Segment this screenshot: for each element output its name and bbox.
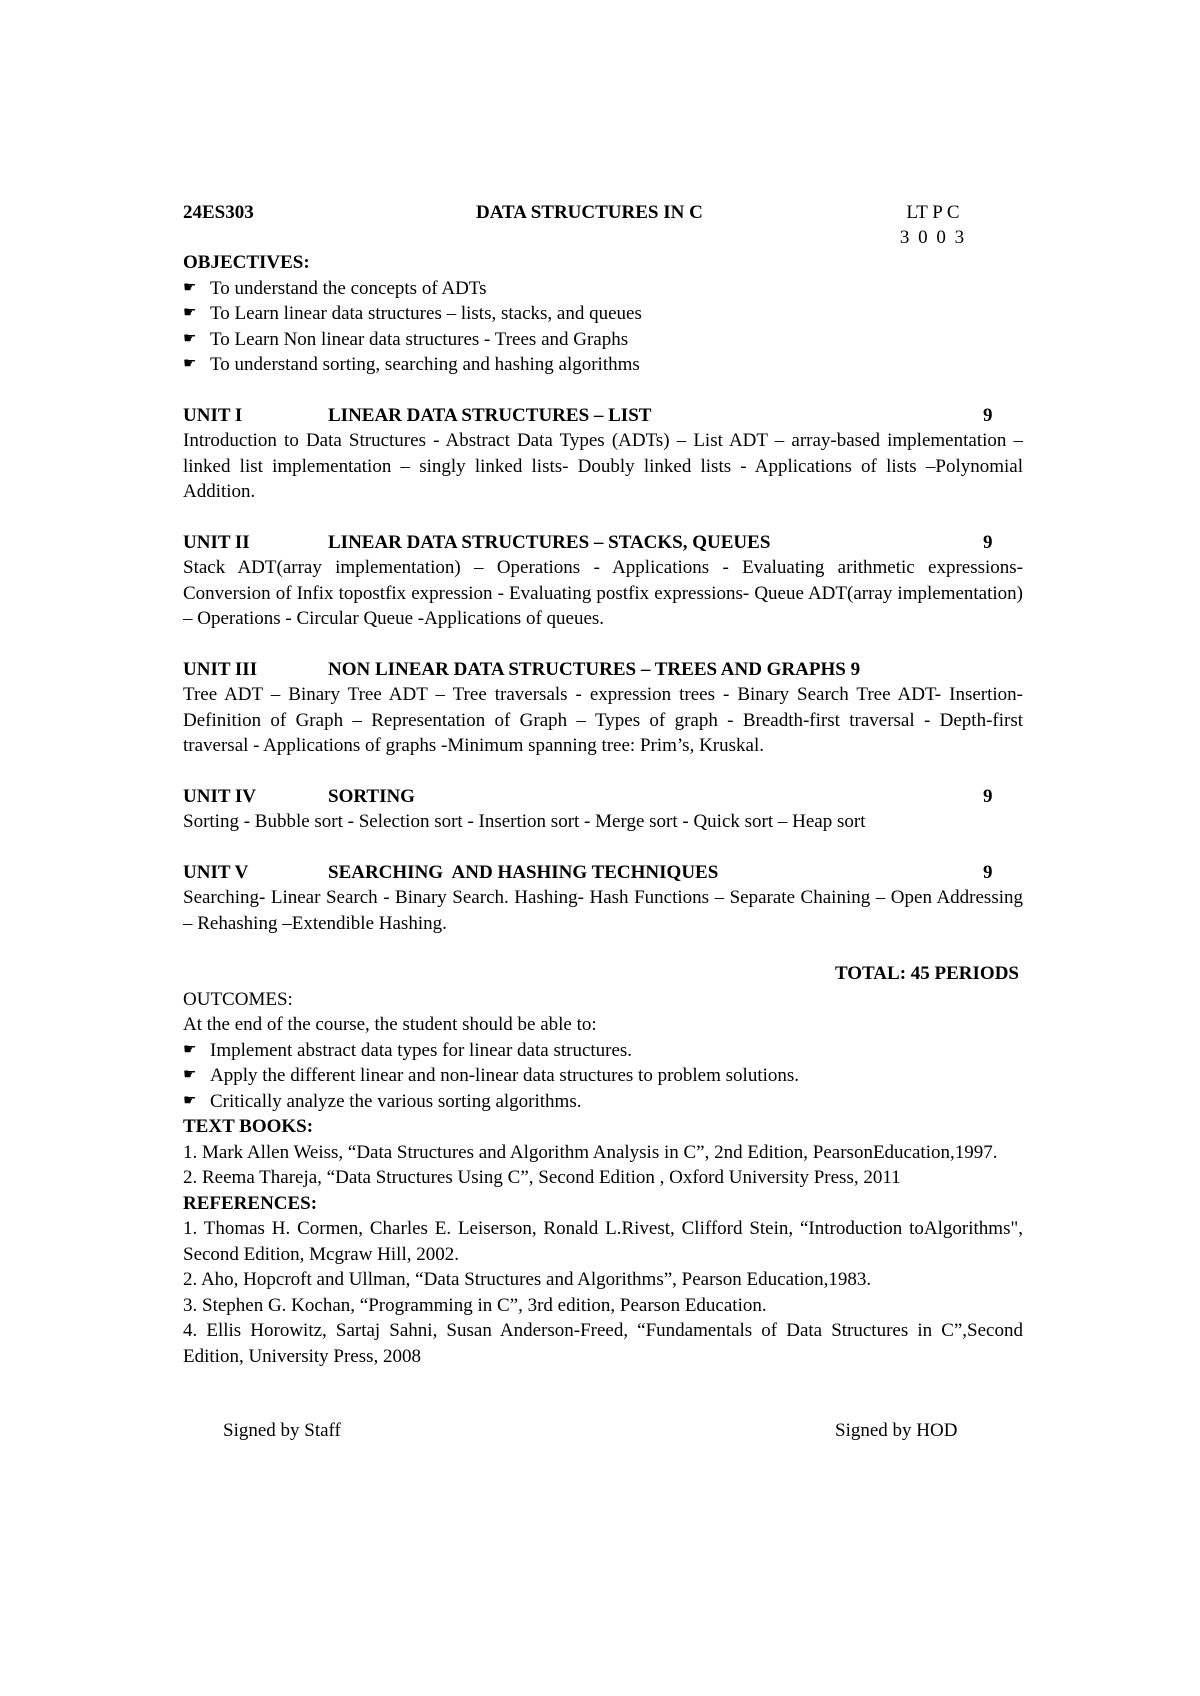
ltpc-values-row [183,225,1023,250]
unit-hours: 9 [983,785,993,807]
list-item: ☛ To Learn Non linear data structures - Trees and Graphs [183,327,1023,353]
unit-1-content: Introduction to Data Structures - Abstract Data Types (ADTs) – List ADT – array-based implementation – linked list implementation – singly linked lists- Doubly linked lists - Applications of lists –Polynomial Addition. [183,430,1023,502]
pointing-hand-icon: ☛ [183,1067,197,1083]
pointing-hand-icon: ☛ [183,1092,197,1109]
unit-title: SORTING [328,785,415,807]
reference-item: 3. Stephen G. Kochan, “Programming in C”, 3rd edition, Pearson Education. [183,1294,767,1316]
unit-number: UNIT I [183,404,243,426]
unit-4-heading [183,784,1023,810]
unit-2-heading [183,530,1023,556]
unit-5-heading [183,860,1023,886]
unit-title: LINEAR DATA STRUCTURES – LIST [328,404,652,426]
unit-3-heading [183,657,1023,683]
unit-title: SEARCHING AND HASHING TECHNIQUES [328,861,719,883]
references-heading: REFERENCES: [183,1192,318,1214]
pointing-hand-icon: ☛ [183,330,197,347]
unit-title: NON LINEAR DATA STRUCTURES – TREES AND GRAPHS 9 [328,658,861,680]
pointing-hand-icon: ☛ [183,279,197,296]
pointing-hand-icon: ☛ [183,356,197,372]
unit-3-content: Tree ADT – Binary Tree ADT – Tree traversals - expression trees - Binary Search Tree ADT- Insertion-Definition of Graph – Representation of Graph – Types of graph - Breadth-first traversal - Depth-first traversal - Applications of graphs -Minimum spanning tree: Prim’s, Kruskal. [183,684,1023,756]
text-books-heading: TEXT BOOKS: [183,1116,314,1137]
unit-4-content: Sorting - Bubble sort - Selection sort - Insertion sort - Merge sort - Quick sort – Heap sort [183,811,866,832]
unit-number: UNIT III [183,658,258,680]
text-book-item: 1. Mark Allen Weiss, “Data Structures and Algorithm Analysis in C”, 2nd Edition, PearsonEducation,1997. [183,1141,998,1163]
staff-signature: Signed by Staff [223,1420,341,1441]
list-item: ☛ Critically analyze the various sorting algorithms. [183,1089,1023,1115]
unit-1-heading [183,403,1023,429]
unit-number: UNIT IV [183,785,257,807]
course-code: 24ES303 [183,202,254,223]
objectives-heading: OBJECTIVES: [183,252,310,273]
reference-item: 4. Ellis Horowitz, Sartaj Sahni, Susan Anderson-Freed, “Fundamentals of Data Structures in C”,Second Edition, University Press, 2008 [183,1320,1023,1367]
document-page [183,200,1023,1444]
outcomes-heading: OUTCOMES: [183,988,293,1010]
course-header [183,200,1023,225]
hod-signature: Signed by HOD [835,1420,958,1441]
text-book-item: 2. Reema Thareja, “Data Structures Using C”, Second Edition , Oxford University Press, 2011 [183,1167,901,1188]
unit-hours: 9 [983,531,993,553]
outcomes-intro: At the end of the course, the student should be able to: [183,1014,597,1035]
unit-hours: 9 [983,404,993,426]
outcomes-list [183,1038,1023,1115]
list-item: ☛ To Learn linear data structures – lists, stacks, and queues [183,301,1023,327]
list-item: ☛ To understand sorting, searching and hashing algorithms [183,352,1023,378]
unit-5-content: Searching- Linear Search - Binary Search. Hashing- Hash Functions – Separate Chaining – Open Addressing – Rehashing –Extendible Hashing. [183,887,1023,934]
objectives-list [183,276,1023,378]
unit-number: UNIT II [183,531,250,553]
list-item: ☛ Apply the different linear and non-linear data structures to problem solutions. [183,1063,1023,1089]
unit-hours: 9 [983,861,993,883]
course-title: DATA STRUCTURES IN C [476,202,703,223]
ltpc-values: 3 0 0 3 [899,227,967,248]
unit-2-content: Stack ADT(array implementation) – Operations - Applications - Evaluating arithmetic expressions- Conversion of Infix topostfix expression - Evaluating postfix expressions- Queue ADT(array implementation) – Operations - Circular Queue -Applications of queues. [183,557,1023,629]
pointing-hand-icon: ☛ [183,1041,197,1058]
total-periods: TOTAL: 45 PERIODS [834,963,1019,984]
ltpc-label: LT P C [906,202,960,223]
reference-item: 1. Thomas H. Cormen, Charles E. Leiserson, Ronald L.Rivest, Clifford Stein, “Introduction toAlgorithms", Second Edition, Mcgraw Hill, 2002. [183,1218,1023,1265]
list-item: ☛ Implement abstract data types for linear data structures. [183,1038,1023,1064]
list-item: ☛ To understand the concepts of ADTs [183,276,1023,302]
unit-number: UNIT V [183,861,249,883]
unit-title: LINEAR DATA STRUCTURES – STACKS, QUEUES [328,531,771,553]
signature-row [183,1418,1023,1444]
reference-item: 2. Aho, Hopcroft and Ullman, “Data Structures and Algorithms”, Pearson Education,1983. [183,1269,872,1290]
pointing-hand-icon: ☛ [183,305,197,321]
